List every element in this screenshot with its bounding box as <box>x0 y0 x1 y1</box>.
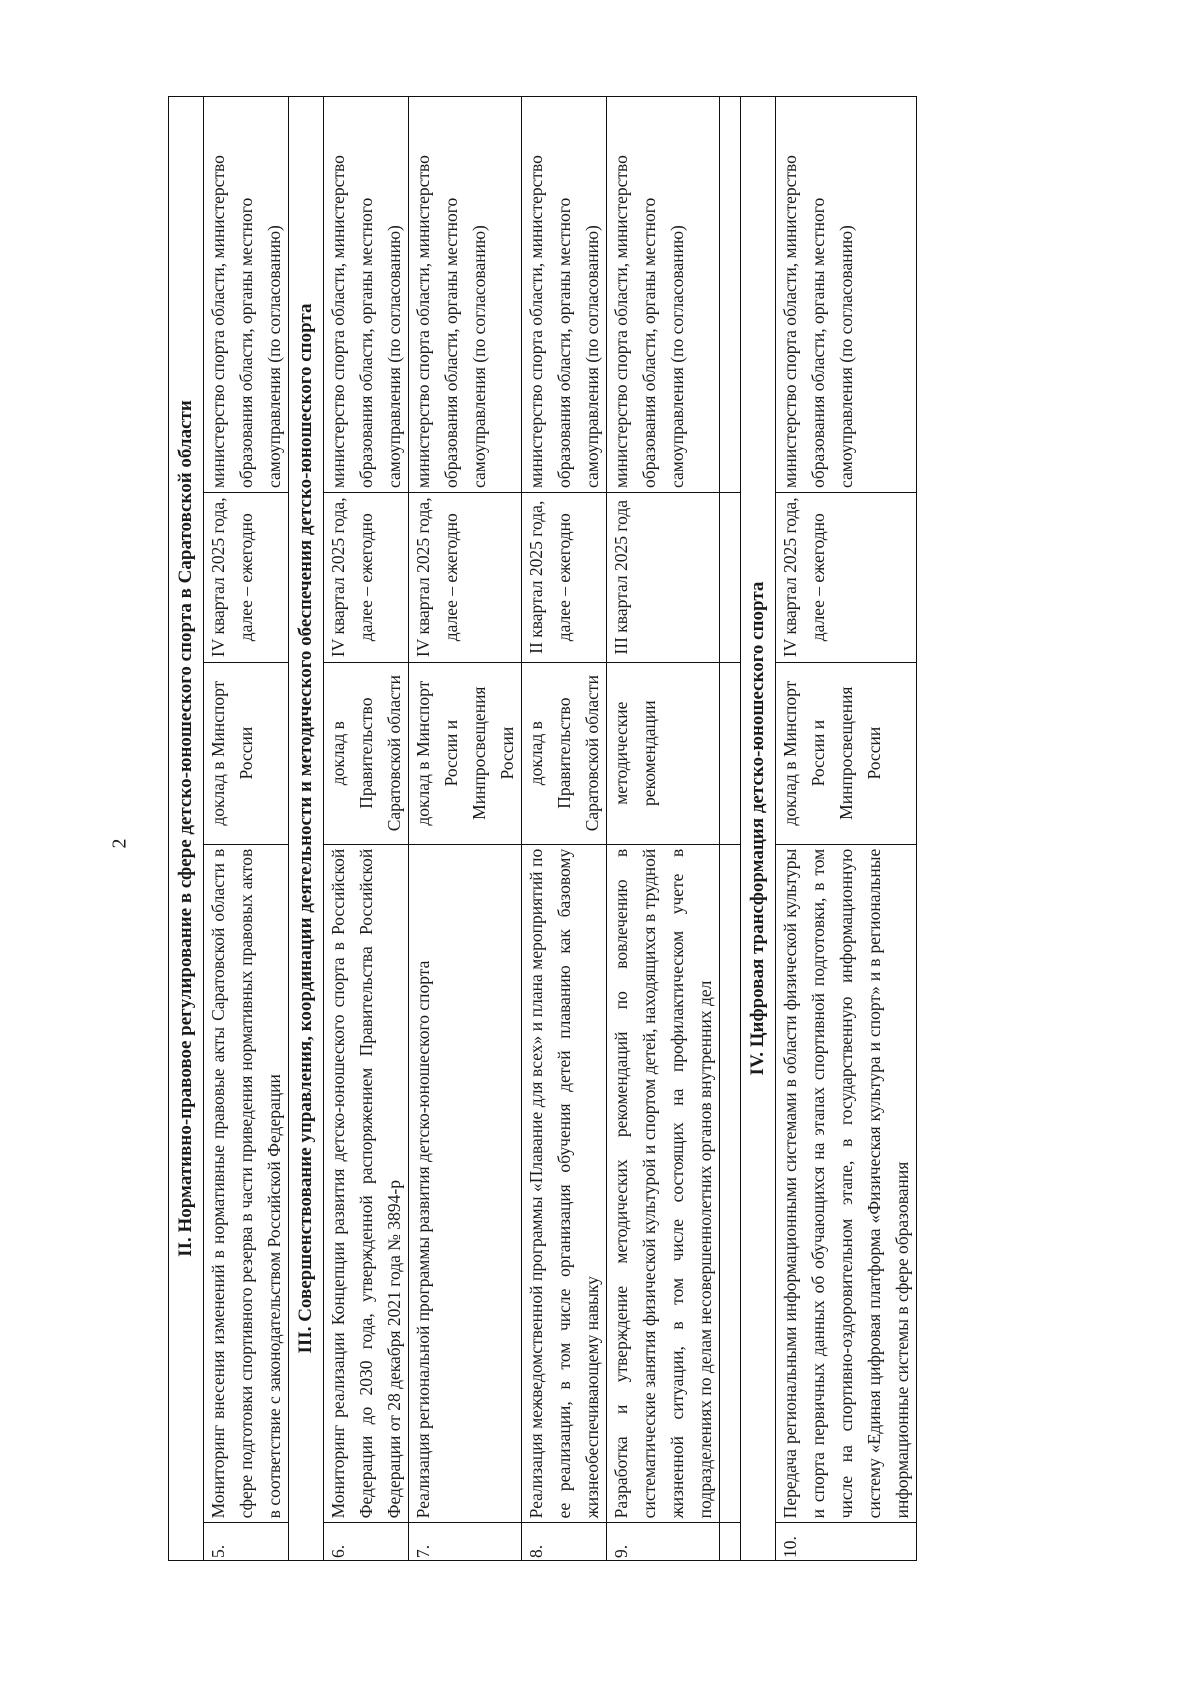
executors-cell: министерство спорта области, министерство образования области, органы местного самоуправления (по согласованию) <box>522 97 607 493</box>
executors-cell: министерство спорта области, министерство образования области, органы местного самоуправления (по согласованию) <box>204 97 289 493</box>
rotated-table-container <box>168 96 1068 1561</box>
executors-cell: министерство спорта области, министерство образования области, органы местного самоуправления (по согласованию) <box>409 97 522 493</box>
section-title: III. Совершенствование управления, координации деятельности и методического обеспечения детско-юношеского спорта <box>289 97 324 1561</box>
spacer-cell <box>720 492 741 662</box>
event-cell: Передача региональными информационными системами в области физической культуры и спорта первичных данных об обучающихся на этапах спортивной подготовки, в том числе на спортивно-оздоровительном этапе, в государственную информационную систему «Единая цифровая платформа «Физическая культура и спорт» и в региональные информационные системы в сфере образования <box>776 844 917 1523</box>
deadline-cell: IV квартал 2025 года, далее – ежегодно <box>324 492 409 662</box>
result-cell: доклад в Минспорт России и Минпросвещения России <box>409 662 522 844</box>
result-cell: доклад в Правительство Саратовской области <box>324 662 409 844</box>
deadline-cell: IV квартал 2025 года, далее – ежегодно <box>776 492 917 662</box>
row-number: 5. <box>204 1523 289 1561</box>
section-heading-row <box>741 97 776 1561</box>
row-number: 9. <box>607 1523 720 1561</box>
table-row <box>204 97 289 1561</box>
section-heading-row <box>169 97 204 1561</box>
spacer-cell <box>720 97 741 493</box>
page-number: 2 <box>108 838 131 848</box>
deadline-cell: III квартал 2025 года <box>607 492 720 662</box>
deadline-cell: IV квартал 2025 года, далее – ежегодно <box>409 492 522 662</box>
row-number: 8. <box>522 1523 607 1561</box>
event-cell: Разработка и утверждение методических рекомендаций по вовлечению в систематические занятия физической культурой и спортом детей, находящихся в трудной жизненной ситуации, в том числе состоящих на профилактическом учете в подразделениях по делам несовершеннолетних органов внутренних дел <box>607 844 720 1523</box>
table-row <box>607 97 720 1561</box>
executors-cell: министерство спорта области, министерство образования области, органы местного самоуправления (по согласованию) <box>324 97 409 493</box>
plan-table-body <box>169 97 917 1561</box>
table-row <box>324 97 409 1561</box>
table-row <box>776 97 917 1561</box>
spacer-row <box>720 97 741 1561</box>
page-number-wrap <box>100 833 140 853</box>
plan-table <box>168 96 917 1561</box>
deadline-cell: II квартал 2025 года, далее – ежегодно <box>522 492 607 662</box>
executors-cell: министерство спорта области, министерство образования области, органы местного самоуправления (по согласованию) <box>607 97 720 493</box>
spacer-cell <box>720 662 741 844</box>
executors-cell: министерство спорта области, министерство образования области, органы местного самоуправления (по согласованию) <box>776 97 917 493</box>
section-heading-row <box>289 97 324 1561</box>
row-number: 7. <box>409 1523 522 1561</box>
event-cell: Реализация межведомственной программы «Плавание для всех» и плана мероприятий по ее реализации, в том числе организация обучения детей плаванию как базовому жизнеобеспечивающему навыку <box>522 844 607 1523</box>
deadline-cell: IV квартал 2025 года, далее – ежегодно <box>204 492 289 662</box>
event-cell: Мониторинг реализации Концепции развития детско-юношеского спорта в Российской Федерации до 2030 года, утвержденной распоряжением Правительства Российской Федерации от 28 декабря 2021 года № 3894-р <box>324 844 409 1523</box>
table-row <box>522 97 607 1561</box>
result-cell: методические рекомендации <box>607 662 720 844</box>
row-number: 10. <box>776 1523 917 1561</box>
result-cell: доклад в Минспорт России и Минпросвещения России <box>776 662 917 844</box>
section-title: IV. Цифровая трансформация детско-юношеского спорта <box>741 97 776 1561</box>
event-cell: Реализация региональной программы развития детско-юношеского спорта <box>409 844 522 1523</box>
result-cell: доклад в Правительство Саратовской области <box>522 662 607 844</box>
spacer-cell <box>720 844 741 1523</box>
section-title: II. Нормативно-правовое регулирование в сфере детско-юношеского спорта в Саратовской области <box>169 97 204 1561</box>
row-number: 6. <box>324 1523 409 1561</box>
event-cell: Мониторинг внесения изменений в нормативные правовые акты Саратовской области в сфере подготовки спортивного резерва в части приведения нормативных правовых актов в соответствие с законодательством Российской Федерации <box>204 844 289 1523</box>
result-cell: доклад в Минспорт России <box>204 662 289 844</box>
spacer-cell <box>720 1523 741 1561</box>
table-row <box>409 97 522 1561</box>
